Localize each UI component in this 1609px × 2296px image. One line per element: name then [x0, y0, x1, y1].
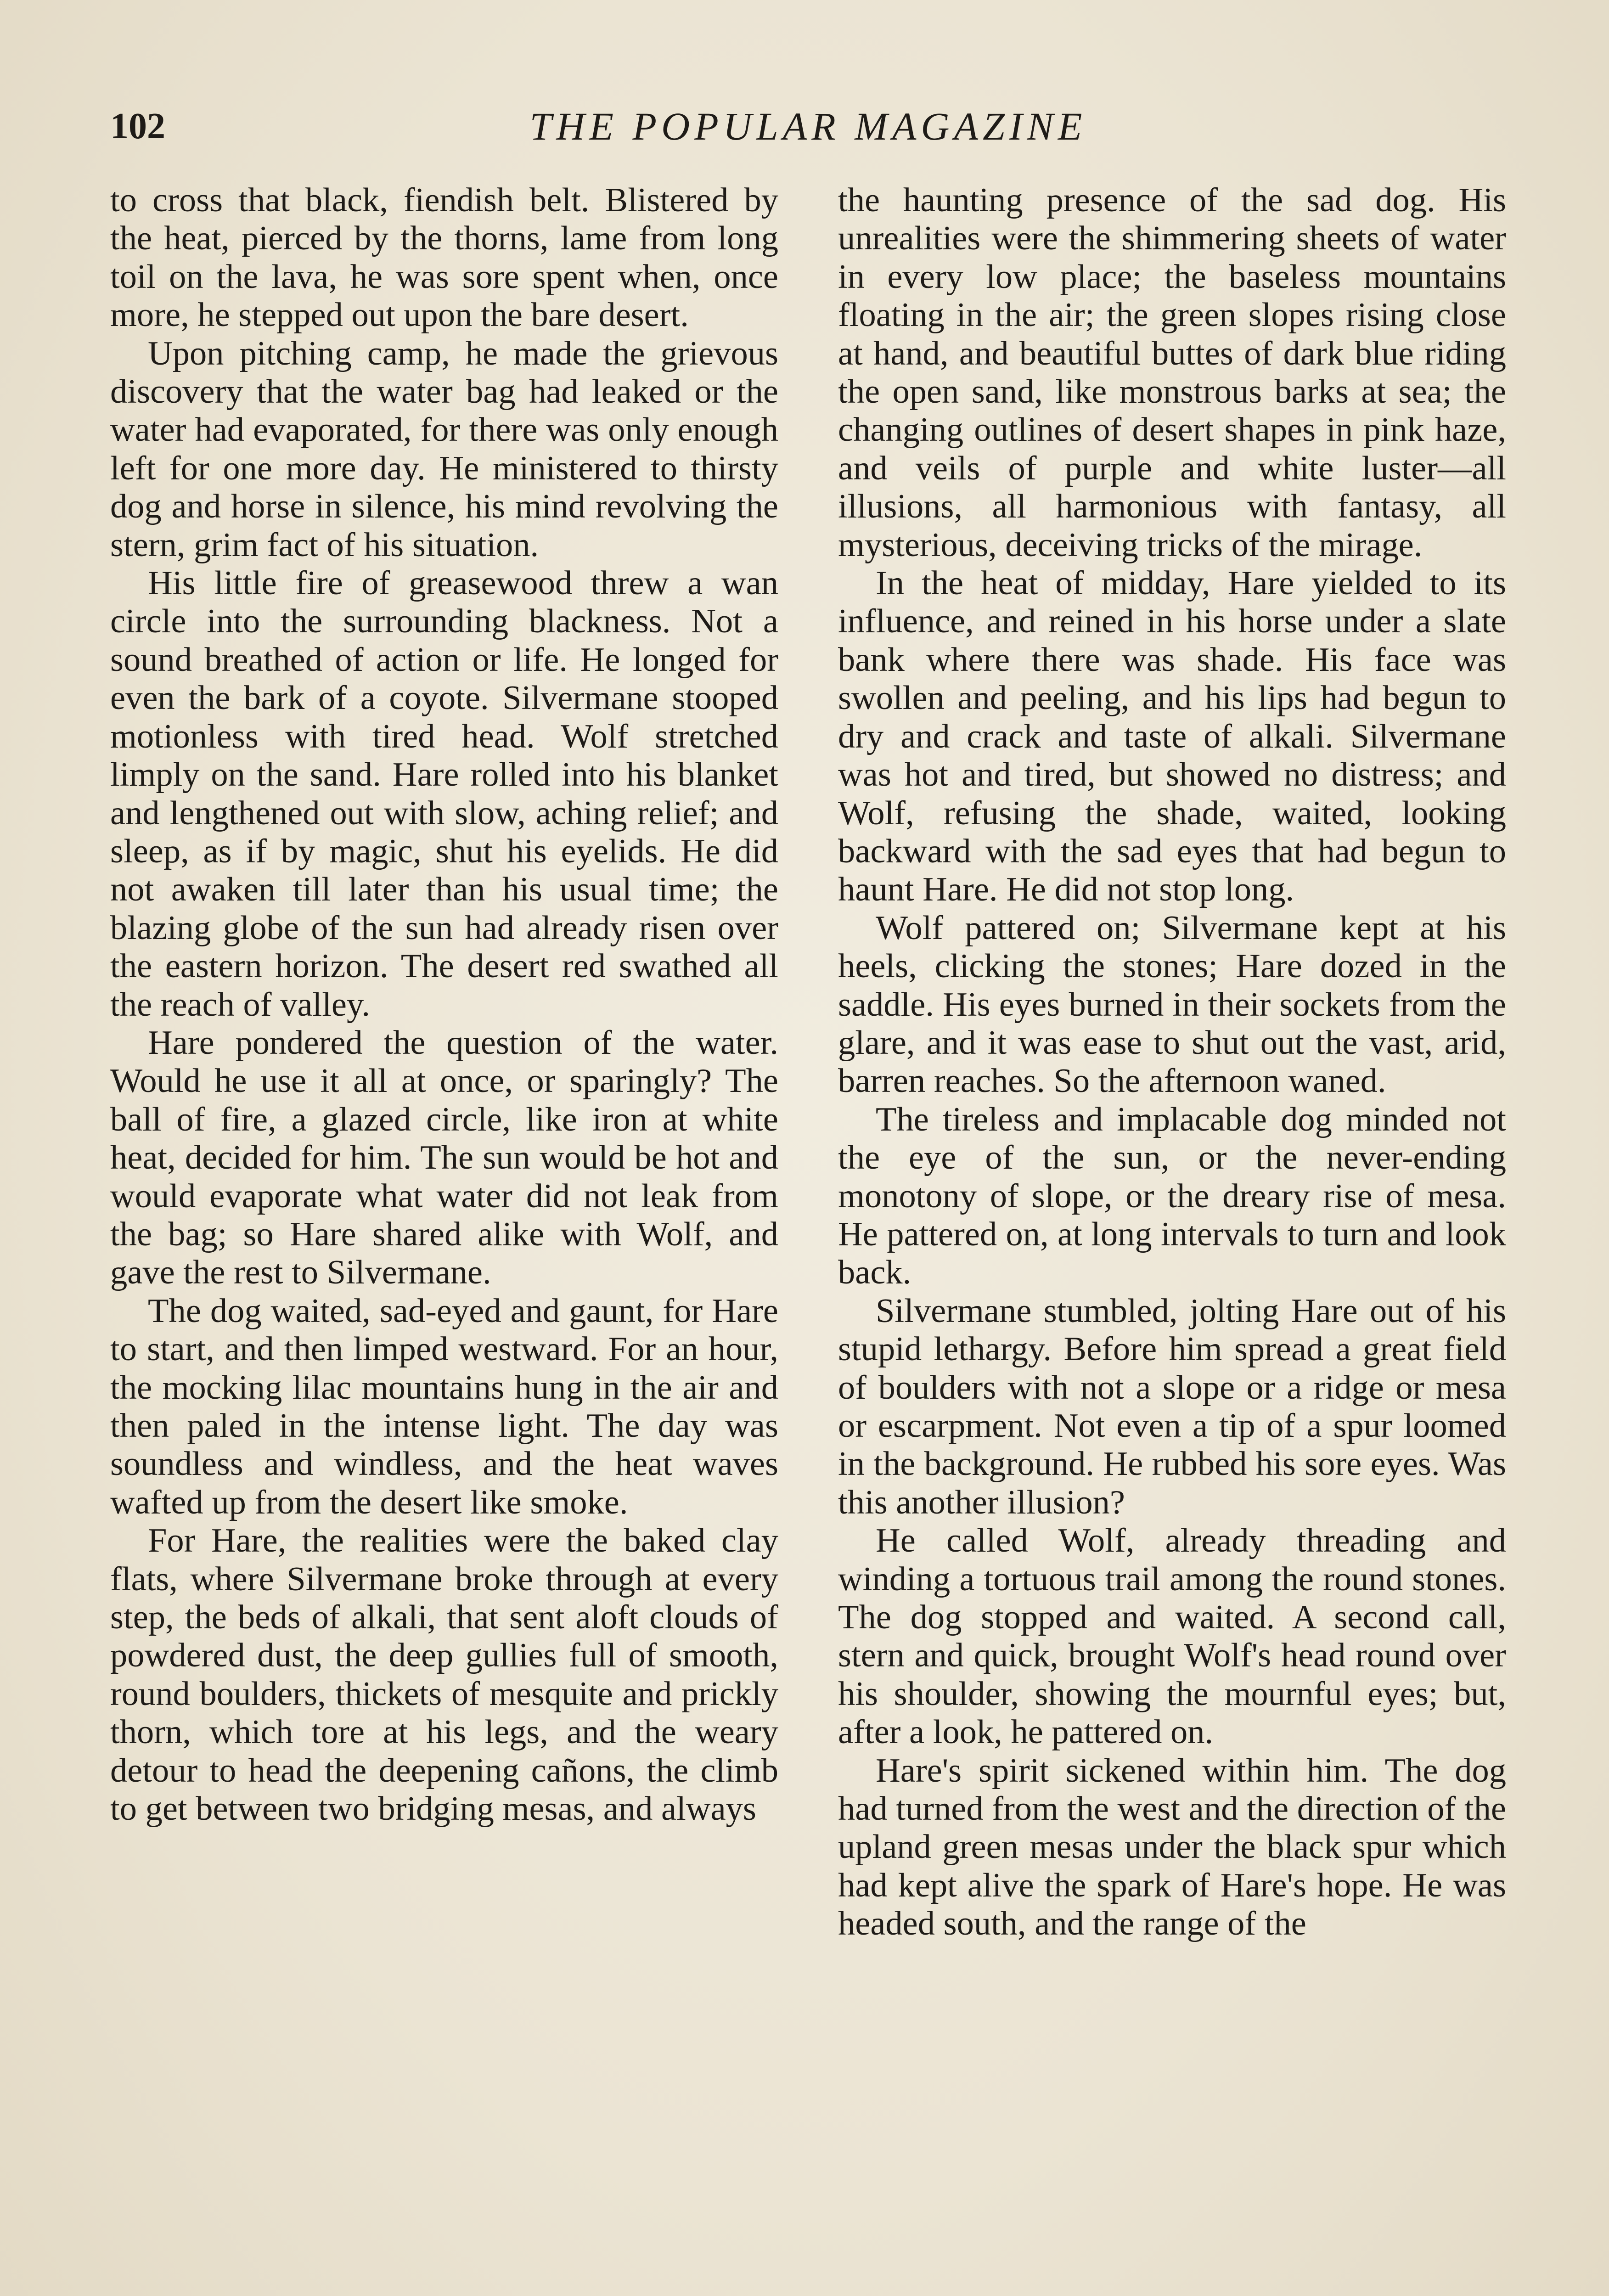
paragraph: In the heat of midday, Hare yielded to its influence, and reined in his horse under a slate bank where there was shade. His face was swollen and peeling, and his lips had begun to dry and crack and taste of alkali. Silvermane was hot and tired, but showed no distress; and Wolf, refusing the shade, waited, looking backward with the sad eyes that had begun to haunt Hare. He did not stop long.	[838, 564, 1506, 909]
paragraph: His little fire of greasewood threw a wan circle into the surrounding blackness. Not a sound breathed of action or life. He longed for even the bark of a coyote. Silvermane stooped motionless with tired head. Wolf stretched limply on the sand. Hare rolled into his blanket and lengthened out with slow, aching relief; and sleep, as if by magic, shut his eyelids. He did not awaken till later than his usual time; the blazing globe of the sun had already risen over the eastern horizon. The desert red swathed all the reach of valley.	[110, 564, 778, 1024]
paragraph: to cross that black, fiendish belt. Blistered by the heat, pierced by the thorns, lame from long toil on the lava, he was sore spent when, once more, he stepped out upon the bare desert.	[110, 181, 778, 334]
page-number: 102	[110, 106, 165, 146]
paragraph: For Hare, the realities were the baked clay flats, where Silvermane broke through at every step, the beds of alkali, that sent aloft clouds of powdered dust, the deep gullies full of smooth, round boulders, thickets of mesquite and prickly thorn, which tore at his legs, and the weary detour to head the deepening cañons, the climb to get between two bridging mesas, and always	[110, 1522, 778, 1828]
page-header	[110, 99, 1506, 154]
paragraph: the haunting presence of the sad dog. His unrealities were the shimmering sheets of water in every low place; the baseless mountains floating in the air; the green slopes rising close at hand, and beautiful buttes of dark blue riding the open sand, like monstrous barks at sea; the changing outlines of desert shapes in pink haze, and veils of purple and white luster—all illusions, all harmonious with fantasy, all mysterious, deceiving tricks of the mirage.	[838, 181, 1506, 564]
paragraph: Hare's spirit sickened within him. The dog had turned from the west and the direction of the upland green mesas under the black spur which had kept alive the spark of Hare's hope. He was headed south, and the range of the	[838, 1751, 1506, 1943]
left-column	[110, 181, 778, 2296]
paragraph: The tireless and implacable dog minded not the eye of the sun, or the never-ending monotony of slope, or the dreary rise of mesa. He pattered on, at long intervals to turn and look back.	[838, 1100, 1506, 1292]
paragraph: The dog waited, sad-eyed and gaunt, for Hare to start, and then limped westward. For an hour, the mocking lilac mountains hung in the air and then paled in the intense light. The day was soundless and windless, and the heat waves wafted up from the desert like smoke.	[110, 1292, 778, 1521]
right-column	[838, 181, 1506, 2296]
paragraph: Wolf pattered on; Silvermane kept at his heels, clicking the stones; Hare dozed in the saddle. His eyes burned in their sockets from the glare, and it was ease to shut out the vast, arid, barren reaches. So the afternoon waned.	[838, 909, 1506, 1100]
paragraph: Hare pondered the question of the water. Would he use it all at once, or sparingly? The ball of fire, a glazed circle, like iron at white heat, decided for him. The sun would be hot and would evaporate what water did not leak from the bag; so Hare shared alike with Wolf, and gave the rest to Silvermane.	[110, 1024, 778, 1292]
text-columns	[110, 181, 1506, 2296]
paragraph: Upon pitching camp, he made the grievous discovery that the water bag had leaked or the water had evaporated, for there was only enough left for one more day. He ministered to thirsty dog and horse in silence, his mind revolving the stern, grim fact of his situation.	[110, 334, 778, 564]
running-title: THE POPULAR MAGAZINE	[529, 104, 1087, 148]
paragraph: He called Wolf, already threading and winding a tortuous trail among the round stones. The dog stopped and waited. A second call, stern and quick, brought Wolf's head round over his shoulder, showing the mournful eyes; but, after a look, he pattered on.	[838, 1522, 1506, 1751]
paragraph: Silvermane stumbled, jolting Hare out of his stupid lethargy. Before him spread a great field of boulders with not a slope or a ridge or mesa or escarpment. Not even a tip of a spur loomed in the background. He rubbed his sore eyes. Was this another illusion?	[838, 1292, 1506, 1521]
